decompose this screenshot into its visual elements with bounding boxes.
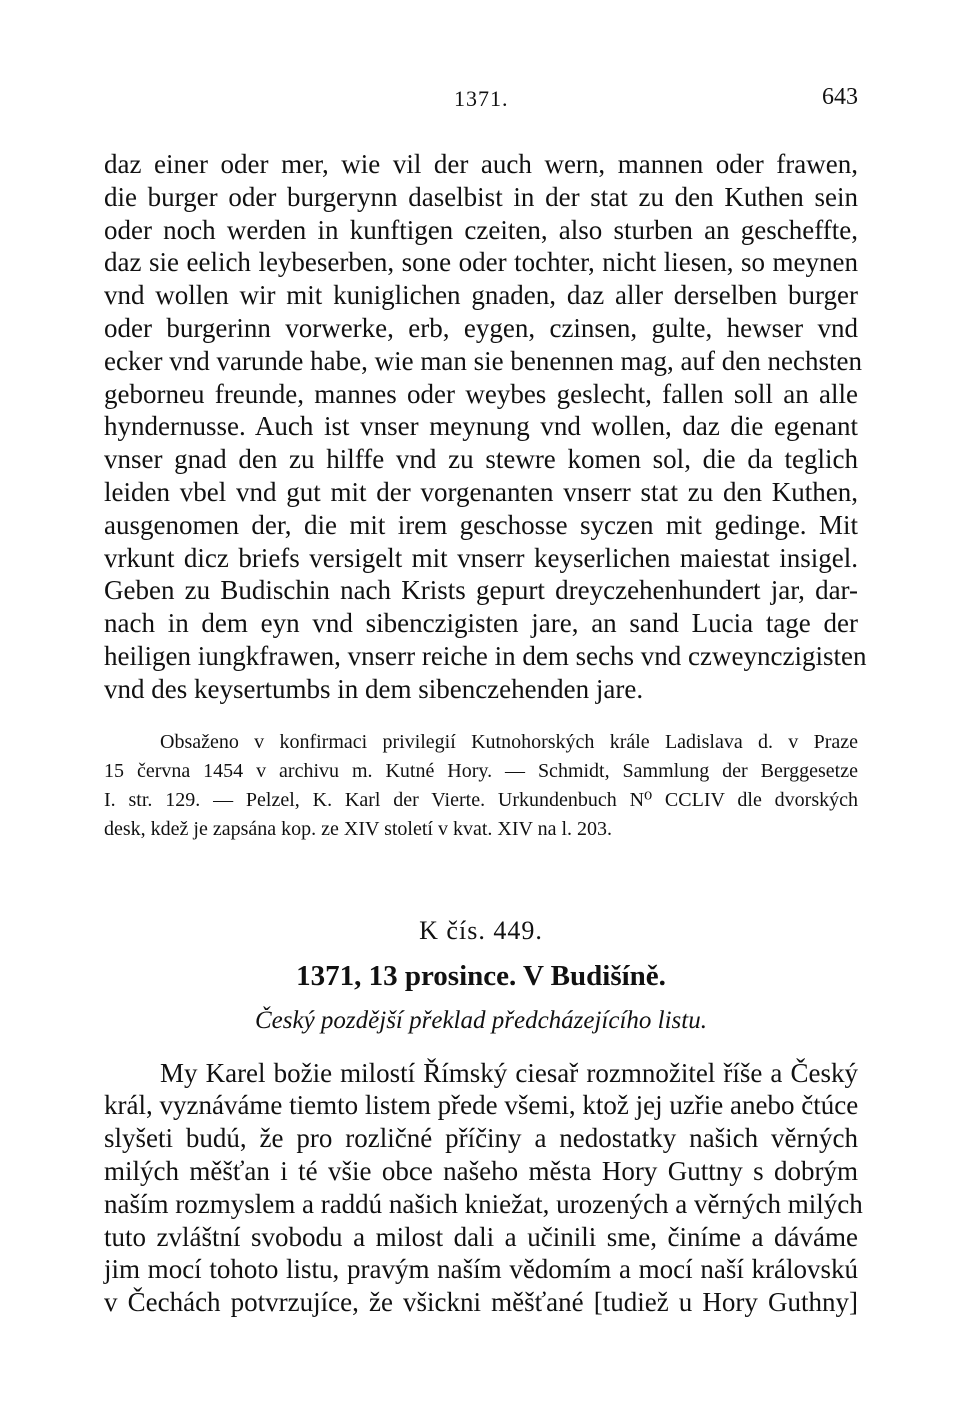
- text-line: v Čechách potvrzujíce, že všickni měšťané [tudiež u Hory Guthny]: [104, 1287, 858, 1318]
- text-line: vnd wollen wir mit kuniglichen gnaden, daz aller derselben burger: [104, 280, 858, 311]
- text-line: vrkunt dicz briefs versigelt mit vnserr keyserlichen maiestat insigel.: [104, 542, 858, 573]
- text-line: ecker vnd varunde habe, wie man sie benennen mag, auf den nechsten: [104, 345, 862, 376]
- note-line: desk, kdež je zapsána kop. ze XIV století v kvat. XIV na l. 203.: [104, 817, 613, 840]
- text-line: daz sie eelich leybeserben, sone oder tochter, nicht liesen, so meynen: [104, 247, 858, 278]
- text-line: die burger oder burgerynn daselbist in der stat zu den Kuthen sein: [104, 181, 858, 212]
- note-line: 15 června 1454 v archivu m. Kutné Hory. — Schmidt, Sammlung der Berggesetze: [104, 759, 858, 782]
- text-line: heiligen iungkfrawen, vnserr reiche in dem sechs vnd czweynczigisten: [104, 640, 867, 671]
- text-line: nach in dem eyn vnd sibenczigisten jare, an sand Lucia tage der: [104, 608, 858, 639]
- text-line: leiden vbel vnd gut mit der vorgenanten vnserr stat zu den Kuthen,: [104, 476, 858, 507]
- text-line: vnd des keysertumbs in dem sibenczehenden jare.: [104, 673, 644, 704]
- text-line: vnser gnad den zu hilffe vnd zu stewre komen sol, die da teglich: [104, 444, 858, 475]
- text-line: jim mocí tohoto listu, pravým naším vědomím a mocí naší královskú: [104, 1254, 858, 1285]
- text-line: tuto zvláštní svobodu a milost dali a učinili sme, činíme a dáváme: [104, 1221, 858, 1252]
- charter-text-german: [104, 148, 867, 706]
- source-note: [104, 728, 858, 844]
- text-line: naším rozmyslem a raddú našich kniežat, urozených a věrných milých: [104, 1188, 863, 1219]
- text-line: ausgenomen der, die mit irem geschosse syczen mit gedinge. Mit: [104, 509, 858, 540]
- text-line: slyšeti budú, že pro rozličné příčiny a nedostatky našich věrných: [104, 1123, 858, 1154]
- text-line: král, vyznáváme tiemto listem přede všemi, ktož jej uzřie anebo čtúce: [104, 1090, 859, 1121]
- text-line: oder burgerinn vorwerke, erb, eygen, czinsen, gulte, hewser vnd: [104, 312, 858, 343]
- text-line: Geben zu Budischin nach Krists gepurt dreyczehenhundert jar, dar-: [104, 575, 858, 606]
- section-number: K čís. 449.: [419, 915, 543, 945]
- running-head: [104, 76, 858, 116]
- text-line: My Karel božie milostí Římský ciesař rozmnožitel říše a Český: [160, 1057, 858, 1088]
- note-line: I. str. 129. — Pelzel, K. Karl der Vierte. Urkundenbuch N⁰ CCLIV dle dvorských: [104, 788, 858, 811]
- section-subtitle: Český pozdější překlad předcházejícího listu.: [254, 1006, 707, 1034]
- charter-text-czech: [104, 1057, 863, 1319]
- section-date-heading: 1371, 13 prosince. V Budišíně.: [296, 959, 666, 992]
- text-line: daz einer oder mer, wie vil der auch wern, mannen oder frawen,: [104, 149, 858, 179]
- page-number: 643: [822, 84, 858, 110]
- running-head-year: 1371.: [454, 86, 509, 111]
- text-line: geborneu freunde, mannes oder weybes geslecht, fallen soll an alle: [104, 378, 858, 409]
- text-line: hyndernusse. Auch ist vnser meynung vnd wollen, daz die egenant: [104, 411, 858, 442]
- text-line: oder noch werden in kunftigen czeiten, also sturben an gescheffte,: [104, 214, 858, 245]
- book-page: [104, 76, 867, 1319]
- note-line: Obsaženo v konfirmaci privilegií Kutnohorských krále Ladislava d. v Praze: [160, 730, 858, 753]
- text-line: milých měšťan i té všie obce našeho města Hory Guttny s dobrým: [104, 1155, 858, 1186]
